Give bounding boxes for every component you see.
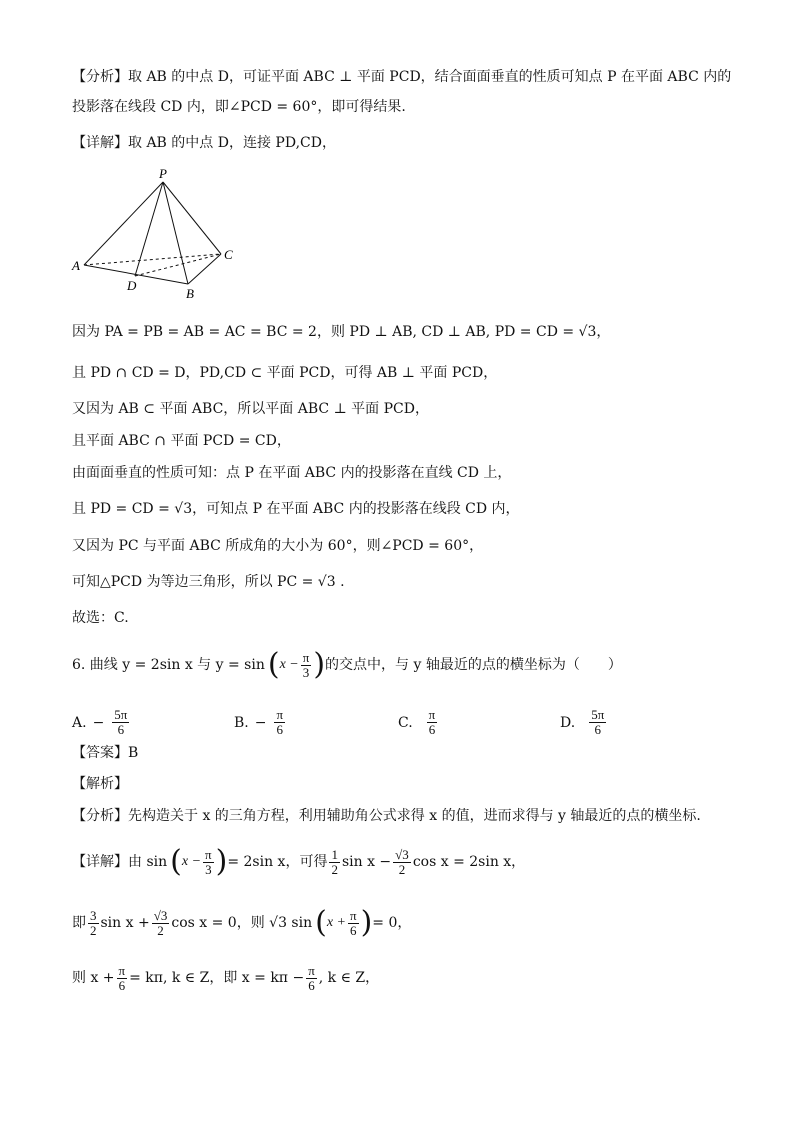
option-sign: − xyxy=(254,714,267,731)
analysis-2: 【分析】先构造关于 x 的三角方程，利用辅助角公式求得 x 的值，进而求得与 y 轴最近的点的横坐标. xyxy=(72,808,701,824)
option-fraction: $\frac{5\pi}{6}$ xyxy=(114,707,128,737)
label-A: A xyxy=(72,258,80,273)
q6-prefix: 6. 曲线 y = 2sin x 与 y = sin xyxy=(72,657,265,673)
option-letter: B. xyxy=(234,714,249,731)
q6-x: x − xyxy=(279,657,299,672)
conclusion: 故选：C. xyxy=(72,610,129,626)
option-b[interactable] xyxy=(234,708,287,737)
q6-suffix: 的交点中，与 y 轴最近的点的横坐标为（ ） xyxy=(325,657,622,673)
step-7: 又因为 PC 与平面 ABC 所成角的大小为 60°，则∠PCD = 60°， xyxy=(72,538,484,554)
step-8: 可知△PCD 为等边三角形，所以 PC = √3 . xyxy=(72,574,345,590)
label-P: P xyxy=(159,168,167,181)
label-C: C xyxy=(224,247,233,262)
option-fraction: $\frac{\pi}{6}$ xyxy=(428,707,436,737)
question-6 xyxy=(72,648,622,682)
step-5: 由面面垂直的性质可知：点 P 在平面 ABC 内的投影落在直线 CD 上， xyxy=(72,465,512,481)
paren-open: ( xyxy=(267,647,280,682)
step-4: 且平面 ABC ∩ 平面 PCD = CD， xyxy=(72,433,291,449)
analysis-paragraph: 【分析】取 AB 的中点 D，可证平面 ABC ⊥ 平面 PCD，结合面面垂直的性质可知点 P 在平面 ABC 内的投影落在线段 CD 内，即∠PCD = 60°，即可得结果. xyxy=(72,69,732,115)
paren-close: ) xyxy=(313,647,326,682)
label-D: D xyxy=(127,278,137,293)
pyramid-figure xyxy=(66,168,246,303)
answer-label: 【答案】B xyxy=(72,745,139,761)
option-fraction: $\frac{\pi}{6}$ xyxy=(276,707,284,737)
option-letter: A. xyxy=(72,714,87,731)
option-c[interactable] xyxy=(398,708,439,737)
detail-line-3: 则 x + $\frac{\pi}{6}$ = kπ, k ∈ Z，即 x = kπ − $\frac{\pi}{6}$ , k ∈ Z， xyxy=(72,962,380,993)
option-fraction: $\frac{5\pi}{6}$ xyxy=(591,707,605,737)
label-B: B xyxy=(186,286,194,301)
detail-intro: 【详解】取 AB 的中点 D，连接 PD,CD， xyxy=(72,135,336,151)
option-letter: C. xyxy=(398,714,413,731)
detail-line-1: 【详解】由 sin ( x − $\frac{\pi}{3}$ ) = 2sin x，可得 $\frac{1}{2}$ sin x − $\frac{√3}{2}$ cos x = 2sin x， xyxy=(72,844,526,879)
option-a[interactable] xyxy=(72,708,131,737)
option-letter: D. xyxy=(560,714,576,731)
step-2: 且 PD ∩ CD = D，PD,CD ⊂ 平面 PCD，可得 AB ⊥ 平面 PCD， xyxy=(72,365,498,381)
step-1: 因为 PA = PB = AB = AC = BC = 2，则 PD ⊥ AB, CD ⊥ AB, PD = CD = √3， xyxy=(72,324,611,340)
option-d[interactable] xyxy=(560,708,608,737)
option-sign: − xyxy=(92,714,105,731)
detail-line-2: 即 $\frac{3}{2}$ sin x + $\frac{√3}{2}$ cos x = 0，则 √3 sin ( x + $\frac{\pi}{6}$ ) = 0， xyxy=(72,905,412,940)
step-6: 且 PD = CD = √3，可知点 P 在平面 ABC 内的投影落在线段 CD 内， xyxy=(72,501,520,517)
step-3: 又因为 AB ⊂ 平面 ABC，所以平面 ABC ⊥ 平面 PCD， xyxy=(72,401,429,417)
explanation-label: 【解析】 xyxy=(72,776,128,792)
fraction-pi-3: $\frac{\pi}{3}$ xyxy=(302,649,310,680)
